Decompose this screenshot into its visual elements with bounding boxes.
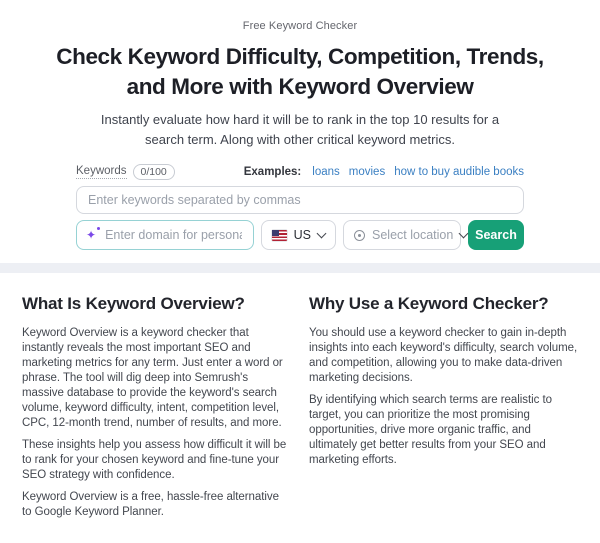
chevron-down-icon <box>317 228 327 238</box>
search-button[interactable]: Search <box>468 220 524 250</box>
page-subtitle <box>0 110 600 149</box>
info-columns <box>0 273 600 527</box>
why-use-paragraph-1: You should use a keyword checker to gain in-depth insights into each keyword's difficulty, search volume, and competition, allowing you to make data-driven marketing decisions. <box>309 327 578 385</box>
eyebrow-label: Free Keyword Checker <box>242 20 358 32</box>
example-link-audible-books[interactable]: how to buy audible books <box>394 165 524 178</box>
what-is-paragraph-1: Keyword Overview is a keyword checker that instantly reveals the most important SEO and marketing metrics for any term. Just enter a word or phrase. The tool will dig deep into Semrush's massive database to provide the keyword's search volume, keyword difficulty, intent, competition level, CPC, 12-month trend, number of results, and more. <box>22 327 283 430</box>
keywords-label-group <box>76 164 175 180</box>
location-target-icon <box>354 230 365 241</box>
example-link-loans[interactable]: loans <box>312 165 340 178</box>
what-is-column <box>22 294 291 527</box>
form-labels-row <box>76 163 524 180</box>
why-use-paragraph-2: By identifying which search terms are realistic to target, you can prioritize the most promising opportunities, drive more organic traffic, and ultimately get better results from your SEO and marketing efforts. <box>309 394 552 467</box>
what-is-heading: What Is Keyword Overview? <box>22 294 245 314</box>
what-is-paragraph-2: These insights help you assess how difficult it will be to rank for your chosen keyword and fine-tune your SEO strategy with confidence. <box>22 439 287 482</box>
page-subtitle-line2: search term. Along with other critical keyword metrics. <box>145 131 455 147</box>
keywords-input[interactable] <box>76 186 524 214</box>
keywords-count-badge: 0/100 <box>133 164 175 180</box>
what-is-paragraph-3: Keyword Overview is a free, hassle-free alternative to Google Keyword Planner. <box>22 491 279 519</box>
section-divider <box>0 263 600 273</box>
country-select[interactable] <box>261 220 336 250</box>
why-use-column <box>309 294 578 527</box>
examples-label: Examples: <box>243 165 302 178</box>
country-value: US <box>293 228 311 243</box>
why-use-heading: Why Use a Keyword Checker? <box>309 294 549 314</box>
keyword-search-form <box>76 163 524 250</box>
page-subtitle-line1: Instantly evaluate how hard it will be to rank in the top 10 results for a <box>100 112 500 128</box>
us-flag-icon <box>272 230 287 241</box>
domain-input[interactable] <box>103 227 244 243</box>
page-title-line2: and More with Keyword Overview <box>126 73 474 99</box>
examples-group <box>244 166 524 178</box>
location-select[interactable] <box>343 220 461 250</box>
form-second-row <box>76 220 524 250</box>
page-title <box>0 42 600 101</box>
example-link-movies[interactable]: movies <box>348 165 386 178</box>
ai-sparkle-icon: ✦ <box>86 228 97 243</box>
keywords-label[interactable]: Keywords <box>76 164 127 177</box>
domain-input-wrapper[interactable] <box>76 220 254 250</box>
hero-section <box>0 0 600 250</box>
page-title-line1: Check Keyword Difficulty, Competition, Trends, <box>56 44 544 69</box>
location-placeholder: Select location <box>372 228 454 243</box>
